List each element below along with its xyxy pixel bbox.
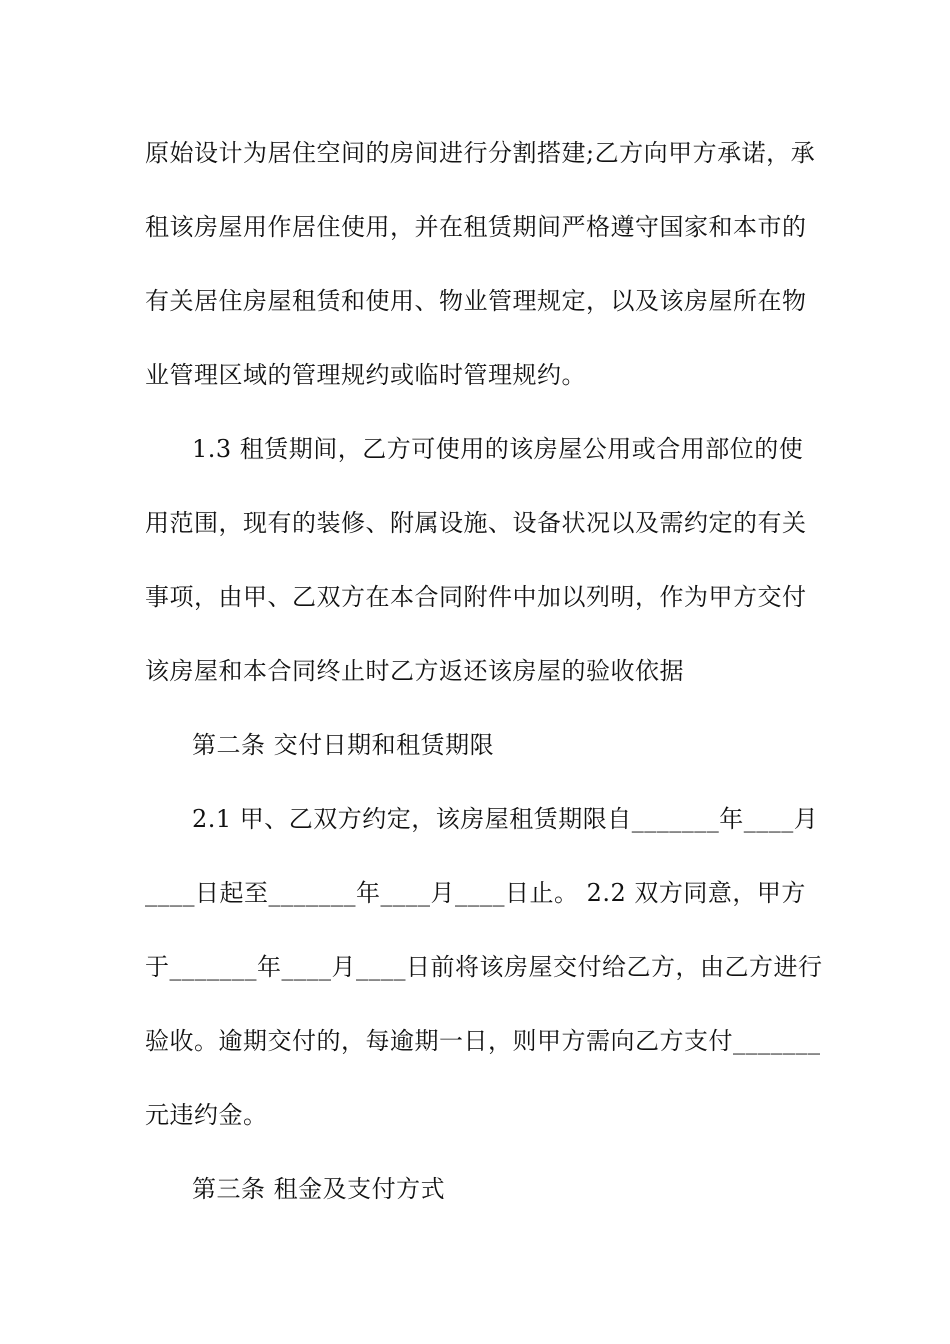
paragraph-line: 租该房屋用作居住使用，并在租赁期间严格遵守国家和本市的 bbox=[145, 213, 807, 241]
section-heading-2: 第二条 交付日期和租赁期限 bbox=[192, 731, 495, 759]
paragraph-line: 元违约金。 bbox=[145, 1101, 268, 1129]
paragraph-line: 于_______年____月____日前将该房屋交付给乙方，由乙方进行 bbox=[145, 953, 823, 981]
paragraph-line: 验收。逾期交付的，每逾期一日，则甲方需向乙方支付_______ bbox=[145, 1027, 821, 1055]
paragraph-line: 该房屋和本合同终止时乙方返还该房屋的验收依据 bbox=[145, 657, 684, 685]
section-heading-3: 第三条 租金及支付方式 bbox=[192, 1175, 446, 1203]
paragraph-line: 业管理区域的管理规约或临时管理规约。 bbox=[145, 361, 586, 389]
clause-2-1-line: 2.1 甲、乙双方约定，该房屋租赁期限自_______年____月 bbox=[192, 805, 819, 833]
paragraph-line: 事项，由甲、乙双方在本合同附件中加以列明，作为甲方交付 bbox=[145, 583, 807, 611]
paragraph-line: 原始设计为居住空间的房间进行分割搭建;乙方向甲方承诺，承 bbox=[145, 139, 816, 167]
clause-1-3-line: 1.3 租赁期间，乙方可使用的该房屋公用或合用部位的使 bbox=[192, 435, 804, 463]
paragraph-line: 有关居住房屋租赁和使用、物业管理规定，以及该房屋所在物 bbox=[145, 287, 807, 315]
paragraph-line: 用范围，现有的装修、附属设施、设备状况以及需约定的有关 bbox=[145, 509, 807, 537]
paragraph-line: ____日起至_______年____月____日止。 2.2 双方同意，甲方 bbox=[145, 879, 806, 907]
